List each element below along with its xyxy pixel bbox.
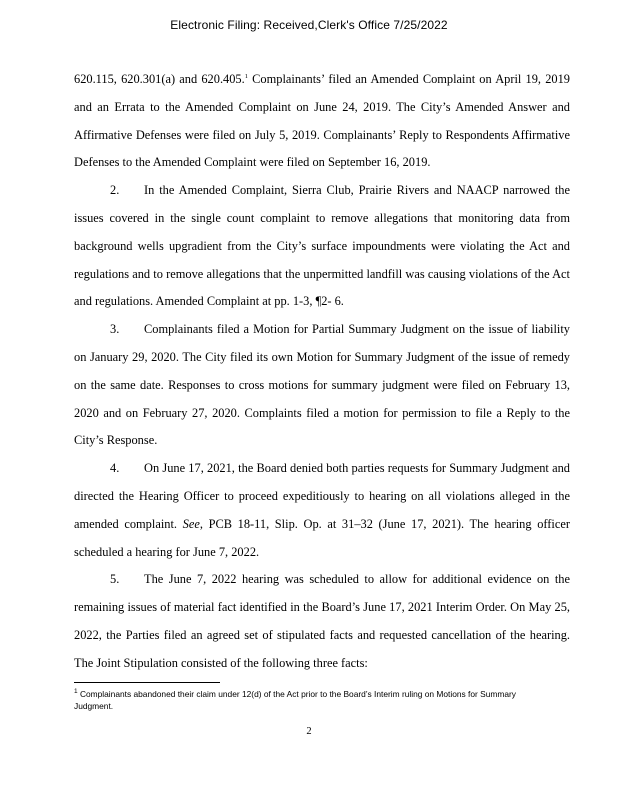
continuation-paragraph <box>74 66 570 177</box>
footnote-divider <box>74 682 220 683</box>
paragraph-text-b: , PCB 18-11, Slip. Op. at 31–32 (June 17, 2021). The hearing officer scheduled a hearing for June 7, 2022. <box>74 516 570 559</box>
footnote-marker: 1 <box>74 688 78 696</box>
footnote-reference: 1 <box>244 72 248 80</box>
paragraph-number: 2. <box>110 183 120 198</box>
paragraph-number: 5. <box>110 572 120 587</box>
paragraph-5 <box>74 566 570 677</box>
paragraph-text: The June 7, 2022 hearing was scheduled to allow for additional evidence on the remaining issues of material fact identified in the Board’s June 17, 2021 Interim Order. On May 25, 2022, the Parties filed an agreed set of stipulated facts and requested cancellation of the hearing. The Joint Stipulation consisted of the following three facts: <box>74 572 570 670</box>
document-body <box>74 66 570 678</box>
paragraph-text: Complainants filed a Motion for Partial Summary Judgment on the issue of liability on January 29, 2020. The City filed its own Motion for Summary Judgment of the issue of remedy on the same date. Responses to cross motions for summary judgment were filed on February 13, 2020 and on February 27, 2020. Complaints filed a motion for permission to file a Reply to the City’s Response. <box>74 322 570 448</box>
electronic-filing-header: Electronic Filing: Received,Clerk's Office 7/25/2022 <box>170 18 448 32</box>
paragraph-text: In the Amended Complaint, Sierra Club, Prairie Rivers and NAACP narrowed the issues covered in the single count complaint to remove allegations that monitoring data from background wells upgradient from the City’s surface impoundments were violating the Act and regulations and to remove allegations that the unpermitted landfill was causing violations of the Act and regulations. Amended Complaint at pp. 1-3, ¶2- 6. <box>74 183 570 309</box>
paragraph-2 <box>74 177 570 316</box>
see-citation-signal: See <box>182 516 200 531</box>
paragraph-3 <box>74 316 570 455</box>
paragraph-number: 4. <box>110 461 120 476</box>
paragraph-4 <box>74 455 570 566</box>
footnote-text: Complainants abandoned their claim under 12(d) of the Act prior to the Board’s Interim ruling on Motions for Summary Judgment. <box>74 689 516 711</box>
continuation-text-a: 620.115, 620.301(a) and 620.405. <box>74 72 245 86</box>
footnote <box>74 688 554 712</box>
page-number: 2 <box>306 726 312 737</box>
paragraph-text-a: On June 17, 2021, the Board denied both parties requests for Summary Judgment and directed the Hearing Officer to proceed expeditiously to hearing on all violations alleged in the amended complaint. <box>74 461 570 531</box>
paragraph-number: 3. <box>110 322 120 337</box>
continuation-text-b: Complainants’ filed an Amended Complaint on April 19, 2019 and an Errata to the Amended Complaint on June 24, 2019. The City’s Amended Answer and Affirmative Defenses were filed on July 5, 2019. Complainants’ Reply to Respondents Affirmative Defenses to the Amended Complaint were filed on September 16, 2019. <box>74 72 570 170</box>
